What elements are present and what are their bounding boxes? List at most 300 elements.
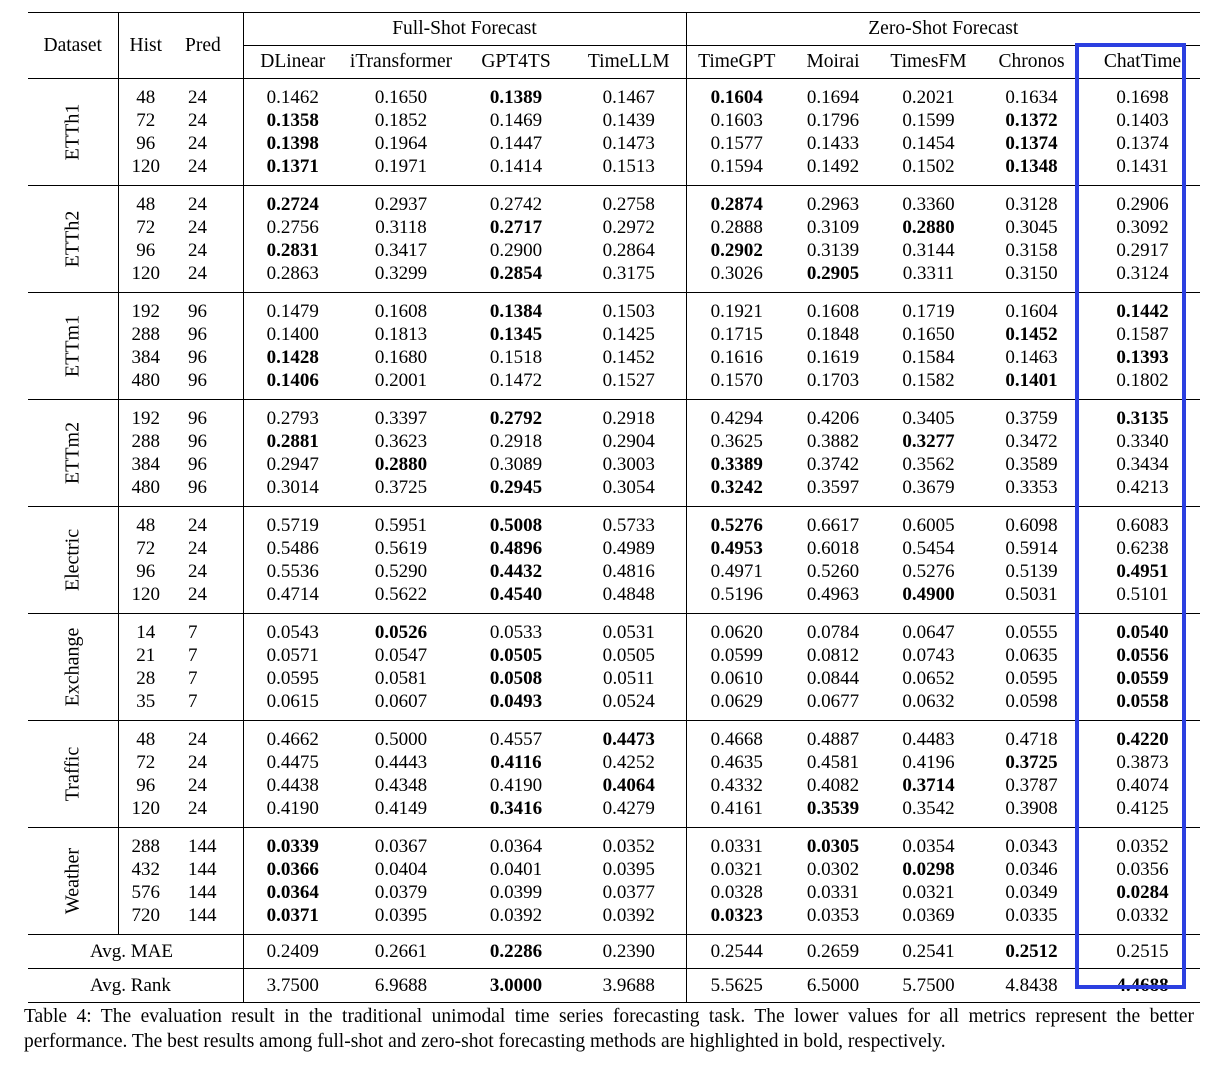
value-cell-moirai: 0.2963 [806,194,860,215]
table-caption: Table 4: The evaluation result in the traditional unimodal time series forecasting task. The lower values for all metrics represent the better performance. The best results among full-shot and zero-shot forecasting methods are highlighted in bold, respectively. [24,1006,1194,1052]
value-cell-timellm: 0.0531 [602,622,655,643]
value-cell-moirai: 0.3139 [806,240,860,261]
hist-cell: 120 [118,583,168,614]
summary-label: Avg. MAE [28,935,243,969]
pred-cell: 96 [188,431,207,452]
value-cell-timesfm: 0.3562 [902,454,955,475]
value-cell-itransformer: 0.1608 [374,301,428,322]
table-row [28,904,1200,935]
value-cell-moirai: 0.0812 [806,645,860,666]
header-model-gpt4ts: GPT4TS [460,46,572,79]
value-cell-timesfm: 0.5276 [902,561,955,582]
pred-cell: 7 [188,668,198,689]
value-cell-itransformer: 0.3397 [374,408,428,429]
header-full-shot: Full-Shot Forecast [243,13,686,46]
value-cell-chronos: 0.0595 [1005,668,1058,689]
hist-cell: 72 [118,751,168,774]
value-cell-itransformer: 0.0581 [374,668,428,689]
value-cell-moirai: 0.6617 [806,515,860,536]
value-cell-timesfm: 0.4196 [902,752,955,773]
value-cell-itransformer: 0.4149 [374,798,428,819]
hist-cell: 21 [118,644,168,667]
value-cell-itransformer: 0.5290 [374,561,428,582]
value-cell-chattime: 0.3434 [1116,454,1169,475]
value-cell-chattime: 0.6238 [1116,538,1169,559]
pred-cell: 24 [188,217,207,238]
value-cell-timegpt: 0.1594 [710,156,763,177]
value-cell-itransformer: 0.0367 [374,836,428,857]
summary-value-gpt4ts: 0.2286 [489,940,543,962]
hist-cell: 28 [118,667,168,690]
value-cell-timellm: 0.4816 [602,561,655,582]
value-cell-moirai: 0.3882 [806,431,860,452]
hist-cell: 48 [118,186,168,217]
table-row [28,667,1200,690]
pred-cell: 96 [188,477,207,498]
pred-cell: 96 [188,454,207,475]
summary-value-timegpt: 0.2544 [710,940,763,962]
hist-cell: 288 [118,828,168,859]
value-cell-moirai: 0.1433 [806,133,860,154]
hist-cell: 192 [118,293,168,324]
pred-cell: 144 [188,905,217,926]
value-cell-chattime: 0.1587 [1116,324,1169,345]
value-cell-timesfm: 0.0321 [902,882,955,903]
value-cell-gpt4ts: 0.0508 [489,668,543,689]
dataset-label: ETTm2 [61,421,84,485]
value-cell-timesfm: 0.1454 [902,133,955,154]
dataset-label: Traffic [61,746,84,802]
summary-value-itransformer: 0.2661 [374,940,428,962]
value-cell-chattime: 0.1393 [1116,347,1169,368]
hist-cell: 96 [118,239,168,262]
value-cell-dlinear: 0.0571 [266,645,319,666]
value-cell-timellm: 0.1425 [602,324,655,345]
value-cell-gpt4ts: 0.4540 [489,584,543,605]
value-cell-chronos: 0.3472 [1005,431,1058,452]
value-cell-dlinear: 0.2793 [266,408,319,429]
value-cell-timegpt: 0.0328 [710,882,763,903]
table-row [28,346,1200,369]
value-cell-timellm: 0.5733 [602,515,655,536]
value-cell-chattime: 0.1403 [1116,110,1169,131]
table-row [28,239,1200,262]
value-cell-chronos: 0.0598 [1005,691,1058,712]
value-cell-dlinear: 0.1462 [266,87,319,108]
value-cell-moirai: 0.0844 [806,668,860,689]
value-cell-timesfm: 0.0632 [902,691,955,712]
value-cell-timellm: 0.4252 [602,752,655,773]
value-cell-timesfm: 0.3311 [902,263,955,284]
value-cell-dlinear: 0.5536 [266,561,319,582]
value-cell-dlinear: 0.4714 [266,584,319,605]
hist-cell: 96 [118,132,168,155]
hist-cell: 72 [118,537,168,560]
value-cell-timegpt: 0.3242 [710,477,763,498]
value-cell-timegpt: 0.4635 [710,752,763,773]
value-cell-timellm: 0.0395 [602,859,655,880]
pred-cell: 24 [188,133,207,154]
value-cell-chronos: 0.3158 [1005,240,1058,261]
summary-value-timellm: 3.9688 [602,974,655,996]
dataset-label: ETTh1 [61,103,84,161]
value-cell-moirai: 0.1796 [806,110,860,131]
value-cell-timellm: 0.2758 [602,194,655,215]
value-cell-chattime: 0.1802 [1116,370,1169,391]
value-cell-itransformer: 0.0395 [374,905,428,926]
table-row [28,797,1200,828]
value-cell-timesfm: 0.0647 [902,622,955,643]
value-cell-timegpt: 0.5196 [710,584,763,605]
value-cell-timesfm: 0.0652 [902,668,955,689]
value-cell-timellm: 0.0524 [602,691,655,712]
value-cell-itransformer: 0.1971 [374,156,428,177]
value-cell-moirai: 0.3742 [806,454,860,475]
header-zero-shot: Zero-Shot Forecast [686,13,1200,46]
pred-cell: 24 [188,752,207,773]
value-cell-timegpt: 0.1577 [710,133,763,154]
pred-cell: 24 [168,79,243,110]
value-cell-chronos: 0.3908 [1005,798,1058,819]
value-cell-chronos: 0.1634 [1005,87,1058,108]
table-row [28,216,1200,239]
value-cell-timegpt: 0.4668 [710,729,763,750]
summary-value-dlinear: 0.2409 [266,940,319,962]
value-cell-itransformer: 0.5619 [374,538,428,559]
value-cell-moirai: 0.4206 [806,408,860,429]
value-cell-chronos: 0.0335 [1005,905,1058,926]
value-cell-timegpt: 0.1603 [710,110,763,131]
value-cell-timellm: 0.2972 [602,217,655,238]
value-cell-dlinear: 0.2881 [266,431,319,452]
value-cell-timellm: 0.1503 [602,301,655,322]
value-cell-chronos: 0.1348 [1005,156,1058,177]
value-cell-chattime: 0.4213 [1116,477,1169,498]
value-cell-timegpt: 0.0323 [710,905,763,926]
value-cell-timesfm: 0.1719 [902,301,955,322]
value-cell-dlinear: 0.4438 [266,775,319,796]
value-cell-moirai: 0.3539 [806,798,860,819]
summary-value-gpt4ts: 3.0000 [489,974,543,996]
hist-cell: 120 [118,797,168,828]
value-cell-chattime: 0.3092 [1116,217,1169,238]
hist-cell: 35 [118,690,168,721]
value-cell-chronos: 0.3150 [1005,263,1058,284]
summary-value-timellm: 0.2390 [602,940,655,962]
value-cell-timellm: 0.3175 [602,263,655,284]
value-cell-timegpt: 0.1921 [710,301,763,322]
value-cell-timegpt: 0.1715 [710,324,763,345]
pred-cell: 96 [188,370,207,391]
value-cell-dlinear: 0.0595 [266,668,319,689]
value-cell-itransformer: 0.0404 [374,859,428,880]
table-row [28,583,1200,614]
avg-mae-row [28,935,1200,969]
table-row [28,453,1200,476]
value-cell-dlinear: 0.0543 [266,622,319,643]
table-row [28,369,1200,400]
value-cell-timesfm: 0.3360 [902,194,955,215]
value-cell-itransformer: 0.3118 [375,217,427,238]
value-cell-chronos: 0.0349 [1005,882,1058,903]
value-cell-timellm: 0.1473 [602,133,655,154]
value-cell-gpt4ts: 0.2945 [489,477,543,498]
hist-cell: 480 [118,476,168,507]
hist-cell: 14 [118,614,168,645]
value-cell-gpt4ts: 0.3416 [489,798,543,819]
value-cell-moirai: 0.0302 [806,859,860,880]
value-cell-timegpt: 0.2888 [710,217,763,238]
value-cell-timesfm: 0.2880 [902,217,955,238]
value-cell-timellm: 0.3003 [602,454,655,475]
value-cell-moirai: 0.0353 [806,905,860,926]
value-cell-gpt4ts: 0.2792 [489,408,543,429]
hist-cell: 96 [118,774,168,797]
value-cell-moirai: 0.0784 [806,622,860,643]
value-cell-chattime: 0.1431 [1116,156,1169,177]
value-cell-timesfm: 0.3714 [902,775,955,796]
value-cell-timegpt: 0.4161 [710,798,763,819]
value-cell-chronos: 0.3128 [1005,194,1058,215]
pred-cell: 96 [188,324,207,345]
value-cell-dlinear: 0.1428 [266,347,319,368]
value-cell-gpt4ts: 0.0533 [489,622,543,643]
value-cell-timesfm: 0.0354 [902,836,955,857]
value-cell-chattime: 0.3124 [1116,263,1169,284]
table-row [28,507,1200,538]
value-cell-timellm: 0.4064 [602,775,655,796]
value-cell-gpt4ts: 0.1345 [489,324,543,345]
summary-value-moirai: 6.5000 [806,974,860,996]
value-cell-chattime: 0.1374 [1116,133,1169,154]
pred-cell: 24 [188,110,207,131]
value-cell-moirai: 0.0677 [806,691,860,712]
value-cell-moirai: 0.1848 [806,324,860,345]
value-cell-timesfm: 0.3679 [902,477,955,498]
hist-cell: 384 [118,346,168,369]
pred-cell: 24 [188,775,207,796]
value-cell-chronos: 0.1374 [1005,133,1058,154]
value-cell-itransformer: 0.3623 [374,431,428,452]
summary-value-chattime: 0.2515 [1116,940,1169,962]
value-cell-timellm: 0.4473 [602,729,655,750]
table-row [28,430,1200,453]
value-cell-timesfm: 0.1502 [902,156,955,177]
value-cell-moirai: 0.0331 [806,882,860,903]
value-cell-moirai: 0.4887 [806,729,860,750]
value-cell-timellm: 0.1439 [602,110,655,131]
value-cell-timellm: 0.0392 [602,905,655,926]
hist-cell: 480 [118,369,168,400]
value-cell-gpt4ts: 0.2918 [489,431,543,452]
value-cell-gpt4ts: 0.1469 [489,110,543,131]
value-cell-itransformer: 0.0607 [374,691,428,712]
value-cell-chattime: 0.2917 [1116,240,1169,261]
table-row [28,132,1200,155]
value-cell-chronos: 0.6098 [1005,515,1058,536]
value-cell-dlinear: 0.0371 [266,905,319,926]
value-cell-gpt4ts: 0.1472 [489,370,543,391]
value-cell-dlinear: 0.0615 [266,691,319,712]
summary-value-moirai: 0.2659 [806,940,860,962]
value-cell-chronos: 0.1604 [1005,301,1058,322]
header-pred: Pred [168,13,243,79]
value-cell-gpt4ts: 0.1447 [489,133,543,154]
value-cell-gpt4ts: 0.4432 [489,561,543,582]
value-cell-chattime: 0.4125 [1116,798,1169,819]
table-row [28,690,1200,721]
value-cell-itransformer: 0.3725 [374,477,428,498]
value-cell-timegpt: 0.0629 [710,691,763,712]
value-cell-timegpt: 0.3625 [710,431,763,452]
value-cell-timesfm: 0.3542 [902,798,955,819]
value-cell-dlinear: 0.1398 [266,133,319,154]
value-cell-timellm: 0.2918 [602,408,655,429]
value-cell-chronos: 0.1452 [1005,324,1058,345]
pred-cell: 96 [168,293,243,324]
value-cell-gpt4ts: 0.4116 [490,752,542,773]
summary-label: Avg. Rank [28,969,243,1003]
table-row [28,774,1200,797]
table-row [28,79,1200,110]
summary-value-itransformer: 6.9688 [374,974,428,996]
value-cell-gpt4ts: 0.2854 [489,263,543,284]
value-cell-timesfm: 0.0298 [902,859,955,880]
hist-cell: 48 [118,507,168,538]
value-cell-timellm: 0.1513 [602,156,655,177]
value-cell-itransformer: 0.1852 [374,110,428,131]
table-row [28,751,1200,774]
value-cell-gpt4ts: 0.0493 [489,691,543,712]
value-cell-itransformer: 0.4348 [374,775,428,796]
value-cell-dlinear: 0.4190 [266,798,319,819]
value-cell-chattime: 0.0356 [1116,859,1169,880]
value-cell-timellm: 0.4848 [602,584,655,605]
table-row [28,262,1200,293]
value-cell-timesfm: 0.1599 [902,110,955,131]
table-row [28,293,1200,324]
table-row [28,476,1200,507]
value-cell-timegpt: 0.4953 [710,538,763,559]
value-cell-timellm: 0.0505 [602,645,655,666]
table-row [28,881,1200,904]
table-row [28,858,1200,881]
pred-cell: 24 [188,156,207,177]
value-cell-chronos: 0.1372 [1005,110,1058,131]
table-row [28,644,1200,667]
value-cell-timellm: 0.0511 [602,668,655,689]
value-cell-chronos: 0.0635 [1005,645,1058,666]
value-cell-dlinear: 0.1358 [266,110,319,131]
summary-value-timegpt: 5.5625 [710,974,763,996]
value-cell-gpt4ts: 0.5008 [489,515,543,536]
value-cell-gpt4ts: 0.1384 [489,301,543,322]
value-cell-dlinear: 0.0366 [266,859,319,880]
value-cell-itransformer: 0.0379 [374,882,428,903]
value-cell-moirai: 0.1703 [806,370,860,391]
value-cell-gpt4ts: 0.0392 [489,905,543,926]
value-cell-chattime: 0.6083 [1116,515,1169,536]
table-row [28,186,1200,217]
value-cell-chattime: 0.0332 [1116,905,1169,926]
hist-cell: 72 [118,216,168,239]
value-cell-chronos: 0.3589 [1005,454,1058,475]
value-cell-timegpt: 0.0620 [710,622,763,643]
value-cell-timegpt: 0.3026 [710,263,763,284]
value-cell-timellm: 0.1527 [602,370,655,391]
value-cell-timesfm: 0.0743 [902,645,955,666]
value-cell-chattime: 0.4220 [1116,729,1169,750]
pred-cell: 24 [188,561,207,582]
hist-cell: 72 [118,109,168,132]
value-cell-chattime: 0.0559 [1116,668,1169,689]
pred-cell: 7 [188,645,198,666]
value-cell-timegpt: 0.2874 [710,194,763,215]
value-cell-itransformer: 0.5951 [374,515,428,536]
value-cell-itransformer: 0.4443 [374,752,428,773]
dataset-label: Weather [61,847,84,915]
pred-cell: 24 [188,240,207,261]
header-dataset: Dataset [28,13,118,79]
value-cell-timesfm: 0.2021 [902,87,955,108]
value-cell-itransformer: 0.3299 [374,263,428,284]
pred-cell: 24 [188,584,207,605]
summary-value-chattime: 4.4688 [1116,974,1169,996]
value-cell-chronos: 0.3787 [1005,775,1058,796]
value-cell-timellm: 0.2864 [602,240,655,261]
value-cell-gpt4ts: 0.2717 [489,217,543,238]
value-cell-timegpt: 0.4971 [710,561,763,582]
hist-cell: 384 [118,453,168,476]
value-cell-timellm: 0.1452 [602,347,655,368]
value-cell-gpt4ts: 0.4190 [489,775,543,796]
value-cell-chattime: 0.1698 [1116,87,1169,108]
value-cell-moirai: 0.4581 [806,752,860,773]
value-cell-chattime: 0.3340 [1116,431,1169,452]
value-cell-itransformer: 0.5000 [374,729,428,750]
value-cell-timellm: 0.1467 [602,87,655,108]
summary-value-chronos: 4.8438 [1005,974,1058,996]
value-cell-gpt4ts: 0.3089 [489,454,543,475]
value-cell-itransformer: 0.5622 [374,584,428,605]
value-cell-itransformer: 0.2001 [374,370,428,391]
value-cell-gpt4ts: 0.2742 [489,194,543,215]
header-model-timesfm: TimesFM [879,46,978,79]
value-cell-timegpt: 0.0331 [710,836,763,857]
table-row [28,828,1200,859]
value-cell-timesfm: 0.1650 [902,324,955,345]
value-cell-dlinear: 0.0364 [266,882,319,903]
table-row [28,155,1200,186]
hist-cell: 48 [118,79,168,110]
avg-rank-row [28,969,1200,1003]
pred-cell: 144 [188,859,217,880]
value-cell-moirai: 0.4082 [806,775,860,796]
value-cell-chattime: 0.0558 [1116,691,1169,712]
value-cell-chronos: 0.5031 [1005,584,1058,605]
table-row [28,323,1200,346]
value-cell-timesfm: 0.1584 [902,347,955,368]
value-cell-dlinear: 0.5719 [266,515,319,536]
header-model-chronos: Chronos [978,46,1085,79]
summary-value-dlinear: 3.7500 [266,974,319,996]
value-cell-dlinear: 0.2756 [266,217,319,238]
value-cell-dlinear: 0.4662 [266,729,319,750]
pred-cell: 24 [188,538,207,559]
summary-value-timesfm: 0.2541 [902,940,955,962]
value-cell-gpt4ts: 0.4557 [489,729,543,750]
value-cell-dlinear: 0.2863 [266,263,319,284]
